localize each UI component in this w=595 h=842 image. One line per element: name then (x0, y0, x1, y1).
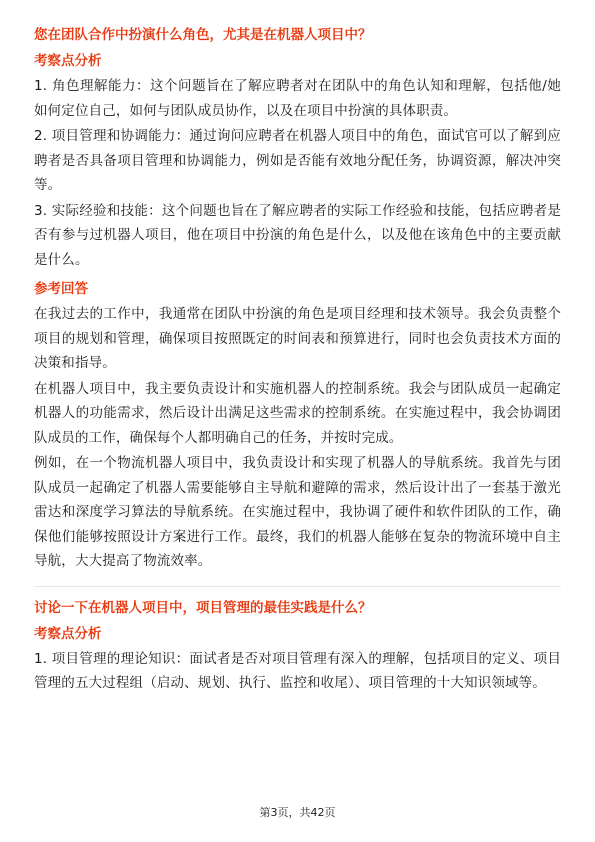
analysis-point-3: 3. 实际经验和技能：这个问题也旨在了解应聘者的实际工作经验和技能，包括应聘者是否有参与过机器人项目，他在项目中扮演的角色是什么，以及他在该角色中的主要贡献是什么。 (34, 202, 561, 268)
analysis-point-2: 2. 项目管理和协调能力：通过询问应聘者在机器人项目中的角色，面试官可以了解到应聘者是否具备项目管理和协调能力，例如是否能有效地分配任务，协调资源，解决冲突等。 (34, 128, 561, 193)
answer-paragraph-1: 在我过去的工作中，我通常在团队中扮演的角色是项目经理和技术领导。我会负责整个项目的规划和管理，确保项目按照既定的时间表和预算进行，同时也会负责技术方面的决策和指导。 (34, 306, 561, 371)
answer-paragraph-3: 例如，在一个物流机器人项目中，我负责设计和实现了机器人的导航系统。我首先与团队成员一起确定了机器人需要能够自主导航和避障的需求，然后设计出了一套基于激光雷达和深度学习算法的导航系统。在实施过程中，我协调了硬件和软件团队的工作，确保他们能够按照设计方案进行工作。最终，我们的机器人能够在复杂的物流环境中自主导航，大大提高了物流效率。 (34, 455, 561, 569)
question-title: 讨论一下在机器人项目中，项目管理的最佳实践是什么？ (34, 599, 372, 616)
analysis-point-1: 1. 项目管理的理论知识：面试者是否对项目管理有深入的理解，包括项目的定义、项目管理的五大过程组（启动、规划、执行、监控和收尾）、项目管理的十大知识领域等。 (34, 650, 561, 691)
analysis-heading: 考察点分析 (34, 53, 102, 69)
analysis-point-1: 1. 角色理解能力：这个问题旨在了解应聘者对在团队中的角色认知和理解，包括他/她如何定位自己，如何与团队成员协作，以及在项目中扮演的具体职责。 (34, 78, 561, 119)
section-divider (34, 586, 561, 587)
page-number: 第3页，共42页 (259, 806, 336, 819)
question-title: 您在团队合作中扮演什么角色，尤其是在机器人项目中？ (34, 27, 372, 43)
qa-section-2 (34, 599, 561, 696)
answer-heading: 参考回答 (34, 281, 88, 297)
qa-section-1 (34, 26, 561, 574)
answer-paragraph-2: 在机器人项目中，我主要负责设计和实施机器人的控制系统。我会与团队成员一起确定机器人的功能需求，然后设计出满足这些需求的控制系统。在实施过程中，我会协调团队成员的工作，确保每个人都明确自己的任务，并按时完成。 (34, 380, 561, 446)
analysis-heading: 考察点分析 (34, 625, 102, 642)
